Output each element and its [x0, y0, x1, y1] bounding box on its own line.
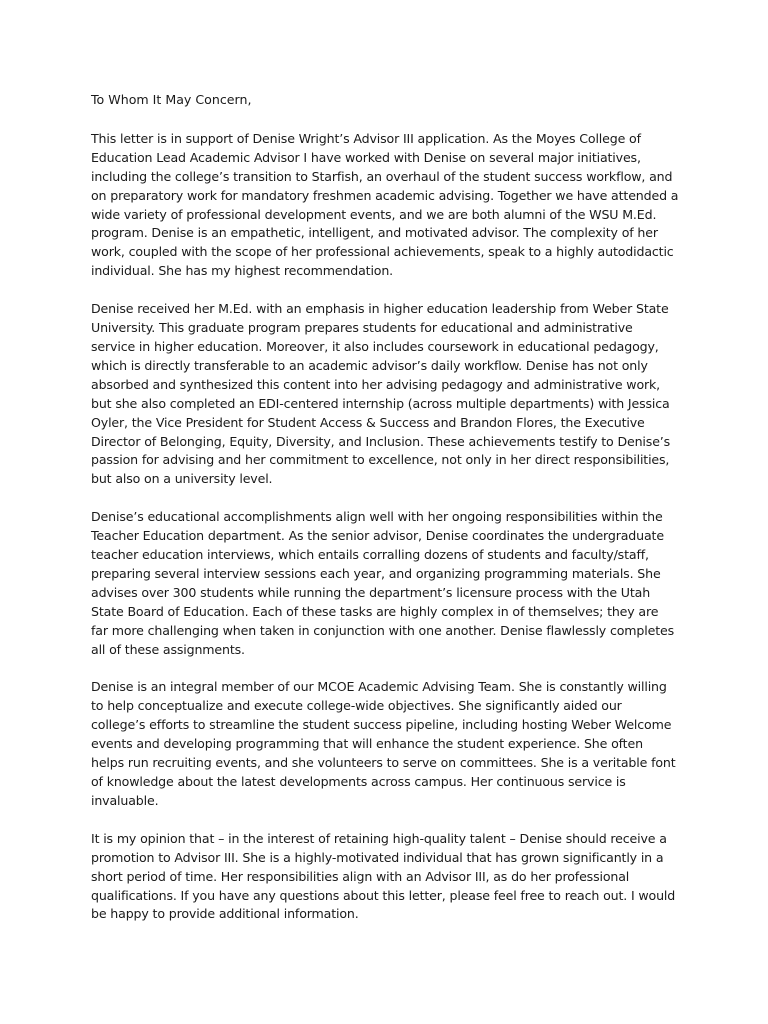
salutation: To Whom It May Concern, — [91, 92, 252, 107]
paragraph-education: Denise received her M.Ed. with an emphasis in higher education leadership from Weber State University. This graduate program prepares students for educational and administrative service in higher education. Moreover, it also includes coursework in educational pedagogy, which is directly transferable to an academic advisor’s daily workflow. Denise has not only absorbed and synthesized this content into her advising pedagogy and administrative work, but she also completed an EDI-centered internship (across multiple departments) with Jessica Oyler, the Vice President for Student Access & Success and Brandon Flores, the Executive Director of Belonging, Equity, Diversity, and Inclusion. These achievements testify to Denise’s passion for advising and her commitment to excellence, not only in her direct responsibilities, but also on a university level. — [91, 301, 671, 487]
paragraph-recommendation: It is my opinion that – in the interest of retaining high-quality talent – Denise should receive a promotion to Advisor III. She is a highly-motivated individual that has grown significantly in a short period of time. Her responsibilities align with an Advisor III, as do her professional qualifications. If you have any questions about this letter, please feel free to reach out. I would be happy to provide additional information. — [91, 830, 676, 922]
paragraph-team: Denise is an integral member of our MCOE Academic Advising Team. She is constantly willing to help conceptualize and execute college-wide objectives. She significantly aided our college’s efforts to streamline the student success pipeline, including hosting Weber Welcome events and developing programming that will enhance the student experience. She often helps run recruiting events, and she volunteers to serve on committees. She is a veritable font of knowledge about the latest developments across campus. Her continuous service is invaluable. — [91, 679, 676, 808]
paragraph-responsibilities: Denise’s educational accomplishments align well with her ongoing responsibilities within the Teacher Education department. As the senior advisor, Denise coordinates the undergraduate teacher education interviews, which entails corralling dozens of students and faculty/staff, preparing several interview sessions each year, and organizing programming materials. She advises over 300 students while running the department’s licensure process with the Utah State Board of Education. Each of these tasks are highly complex in of themselves; they are far more challenging when taken in conjunction with one another. Denise flawlessly completes all of these assignments. — [91, 509, 674, 657]
paragraph-support: This letter is in support of Denise Wright’s Advisor III application. As the Moyes College of Education Lead Academic Advisor I have worked with Denise on several major initiatives, including the college’s transition to Starfish, an overhaul of the student success workflow, and on preparatory work for mandatory freshmen academic advising. Together we have attended a wide variety of professional development events, and we are both alumni of the WSU M.Ed. program. Denise is an empathetic, intelligent, and motivated advisor. The complexity of her work, coupled with the scope of her professional achievements, speak to a highly autodidactic individual. She has my highest recommendation. — [91, 130, 679, 279]
letter-body — [91, 91, 679, 943]
